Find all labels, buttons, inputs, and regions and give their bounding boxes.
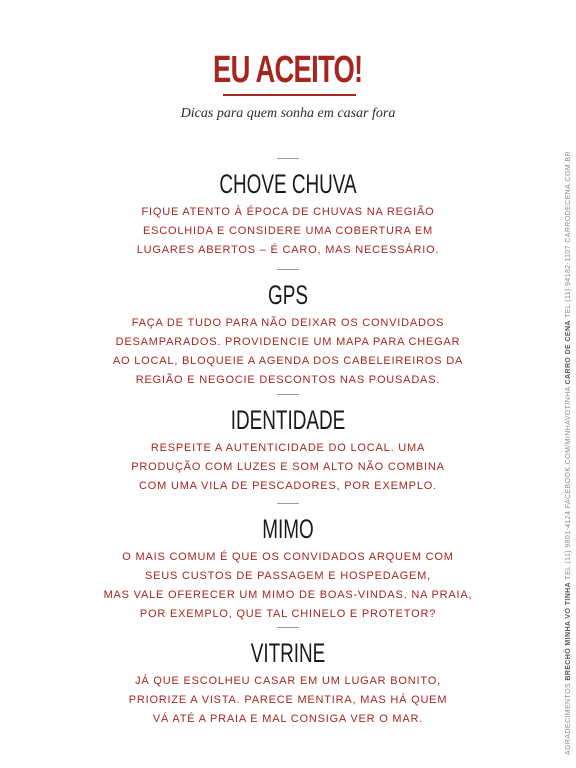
- vertical-credits: [565, 151, 572, 755]
- section-body: [0, 672, 576, 729]
- credits-brand-1: BRECHÓ MINHA VÓ TINHA: [565, 581, 572, 681]
- body-line: VÁ ATÉ A PRAIA E MAL CONSIGA VER O MAR.: [152, 713, 424, 725]
- section-divider: [277, 158, 299, 159]
- body-line: ESCOLHIDA E CONSIDERE UMA COBERTURA EM: [143, 225, 433, 237]
- section-body: [0, 203, 576, 260]
- section-body: [0, 439, 576, 496]
- section-divider: [277, 394, 299, 395]
- section-gps: [0, 269, 576, 390]
- body-line: REGIÃO E NEGOCIE DESCONTOS NAS POUSADAS.: [135, 374, 441, 386]
- body-line: MAS VALE OFERECER UM MIMO DE BOAS-VINDAS. NA PRAIA,: [103, 589, 473, 601]
- title-block: [0, 48, 576, 94]
- body-line: PRIORIZE A VISTA. PARECE MENTIRA, MAS HÁ QUEM: [128, 694, 448, 706]
- title-underline: [223, 94, 356, 96]
- body-line: JÁ QUE ESCOLHEU CASAR EM UM LUGAR BONITO,: [135, 675, 441, 687]
- credits-info-1: TEL (11) 9801-4124 FACEBOOK.COM/MINHAVOTINHA: [565, 384, 572, 582]
- section-vitrine: [0, 627, 576, 729]
- section-chove-chuva: [0, 158, 576, 260]
- credits-info-2: TEL (11) 94182-1107 CARRODECENA.COM.BR: [565, 151, 572, 321]
- credits-brand-2: CARRO DE CENA: [565, 320, 572, 385]
- body-line: AO LOCAL, BLOQUEIE A AGENDA DOS CABELEIREIROS DA: [112, 355, 464, 367]
- section-heading: MIMO: [262, 514, 314, 544]
- body-line: O MAIS COMUM É QUE OS CONVIDADOS ARQUEM COM: [122, 551, 454, 563]
- section-heading: CHOVE CHUVA: [219, 169, 357, 199]
- section-body: [0, 314, 576, 390]
- section-divider: [277, 269, 299, 270]
- page-title: EU ACEITO!: [213, 49, 363, 91]
- section-divider: [277, 503, 299, 504]
- body-line: PRODUÇÃO COM LUZES E SOM ALTO NÃO COMBINA: [131, 461, 445, 473]
- section-body: [0, 548, 576, 624]
- body-line: COM UMA VILA DE PESCADORES, POR EXEMPLO.: [139, 480, 437, 492]
- body-line: POR EXEMPLO, QUE TAL CHINELO E PROTETOR?: [139, 608, 437, 620]
- section-heading: IDENTIDADE: [230, 405, 346, 435]
- section-divider: [277, 627, 299, 628]
- section-heading: VITRINE: [250, 638, 326, 668]
- body-line: FAÇA DE TUDO PARA NÃO DEIXAR OS CONVIDADOS: [131, 317, 445, 329]
- page-subtitle: Dicas para quem sonha em casar fora: [180, 106, 396, 121]
- section-mimo: [0, 503, 576, 624]
- credits-prefix: AGRADECIMENTOS: [565, 680, 572, 755]
- body-line: FIQUE ATENTO À ÉPOCA DE CHUVAS NA REGIÃO: [141, 206, 435, 218]
- body-line: LUGARES ABERTOS – É CARO, MAS NECESSÁRIO.: [136, 244, 440, 256]
- body-line: SEUS CUSTOS DE PASSAGEM E HOSPEDAGEM,: [145, 570, 431, 582]
- section-identidade: [0, 394, 576, 496]
- body-line: RESPEITE A AUTENTICIDADE DO LOCAL. UMA: [150, 442, 426, 454]
- body-line: DESAMPARADOS. PROVIDENCIE UM MAPA PARA CHEGAR: [115, 336, 461, 348]
- section-heading: GPS: [268, 280, 308, 310]
